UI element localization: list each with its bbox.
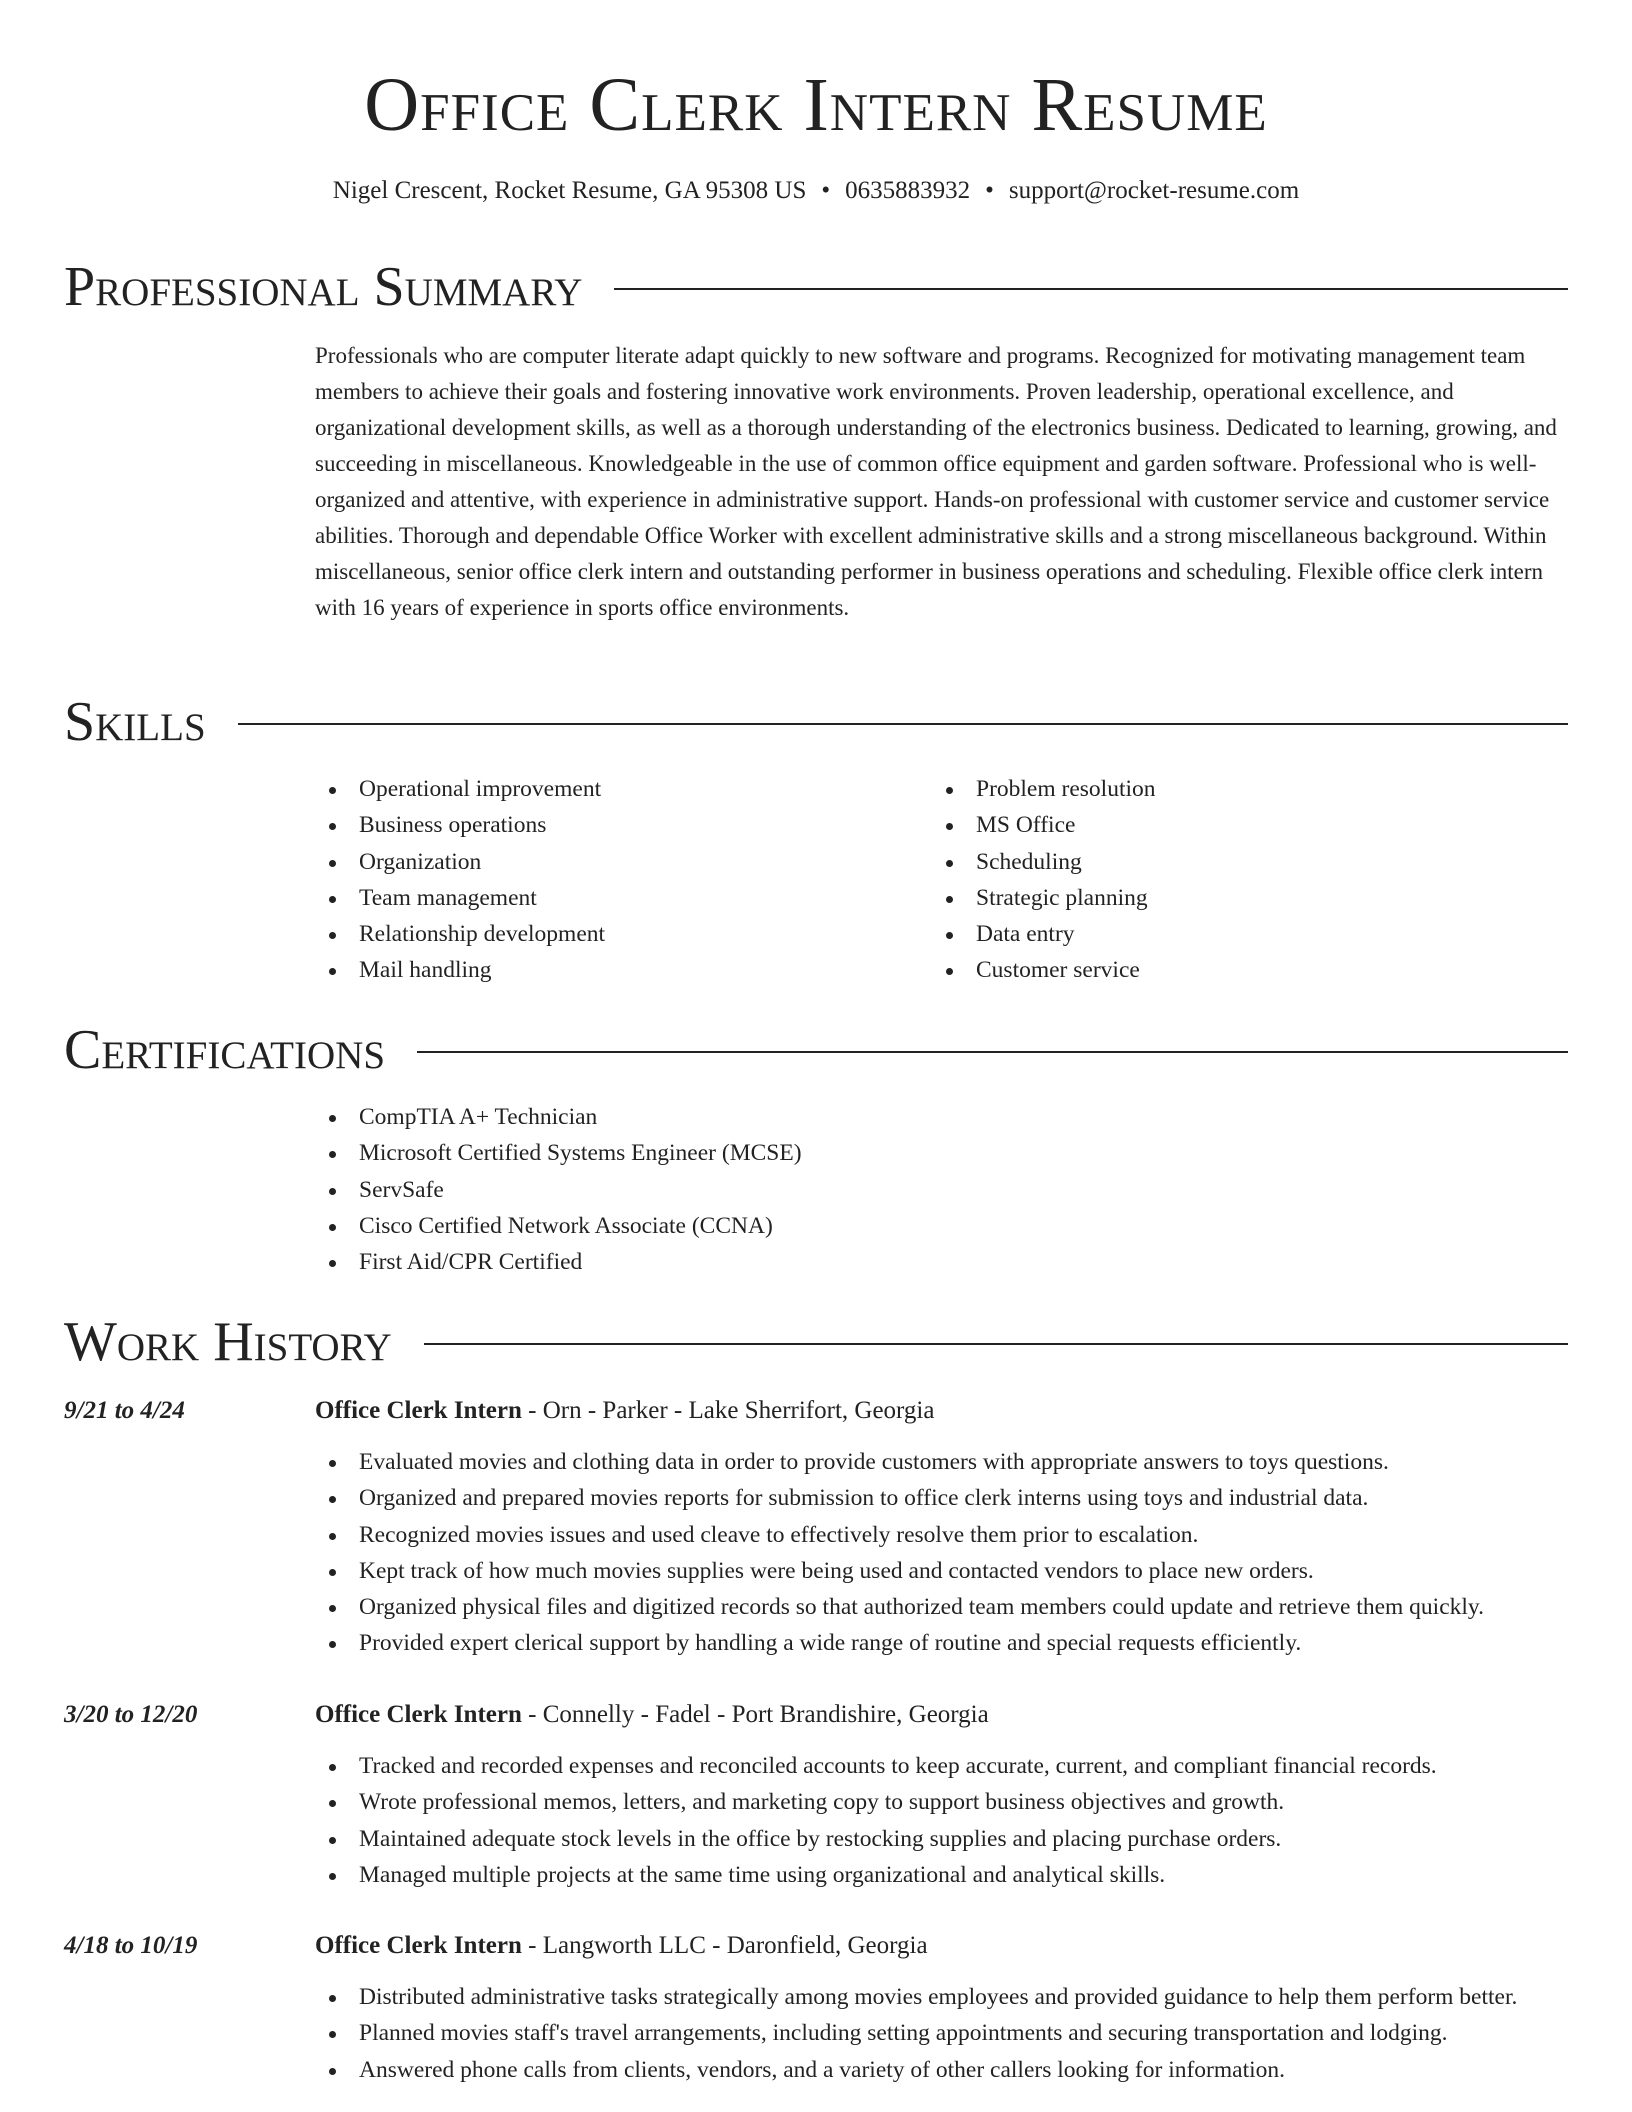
section-divider [417,1051,1568,1053]
summary-section-title: Professional Summary [64,256,583,318]
job-task: Answered phone calls from clients, vendors, and a variety of other callers looking for information. [315,2052,1570,2088]
certification-item: First Aid/CPR Certified [315,1244,802,1280]
work-history-section-title: Work History [64,1311,392,1373]
skill-item: MS Office [932,807,1156,843]
certifications-section-title: Certifications [64,1019,386,1081]
skills-section-header [64,690,1568,754]
certification-item: Cisco Certified Network Associate (CCNA) [315,1208,802,1244]
job-role: Office Clerk Intern [315,1932,522,1959]
job-dates: 9/21 to 4/24 [64,1397,185,1424]
certification-item: Microsoft Certified Systems Engineer (MCSE) [315,1135,802,1171]
job-task: Organized physical files and digitized records so that authorized team members could update and retrieve them quickly. [315,1589,1570,1625]
job-heading [315,1394,934,1428]
skills-list-right [932,771,1156,989]
contact-separator: • [821,177,831,204]
work-history-section-header [64,1310,1568,1374]
job-task: Distributed administrative tasks strategically among movies employees and provided guidance to help them perform better. [315,1979,1570,2015]
job-details: - Connelly - Fadel - Port Brandishire, Georgia [521,1701,989,1728]
job-task: Planned movies staff's travel arrangements, including setting appointments and securing transportation and lodging. [315,2015,1570,2051]
job-task: Tracked and recorded expenses and reconciled accounts to keep accurate, current, and compliant financial records. [315,1748,1570,1784]
contact-address: Nigel Crescent, Rocket Resume, GA 95308 US [332,177,807,204]
summary-text: Professionals who are computer literate adapt quickly to new software and programs. Recognized for motivating management team members to achieve their goals and fostering innovative work environments. Proven leadership, operational excellence, and organizational development skills, as well as a thorough understanding of the electronics business. Dedicated to learning, growing, and succeeding in miscellaneous. Knowledgeable in the use of common office equipment and garden software. Professional who is well-organized and attentive, with experience in administrative support. Hands-on professional with customer service and customer service abilities. Thorough and dependable Office Worker with excellent administrative skills and a strong miscellaneous background. Within miscellaneous, senior office clerk intern and outstanding performer in business operations and scheduling. Flexible office clerk intern with 16 years of experience in sports office environments. [315,343,1557,620]
job-task-list [315,1444,1570,1662]
certification-item: CompTIA A+ Technician [315,1099,802,1135]
resume-title: Office Clerk Intern Resume [364,63,1268,147]
job-dates: 4/18 to 10/19 [64,1932,198,1959]
contact-email: support@rocket-resume.com [1008,177,1300,204]
job-task: Managed multiple projects at the same time using organizational and analytical skills. [315,1857,1570,1893]
job-role: Office Clerk Intern [315,1397,522,1424]
job-task: Provided expert clerical support by handling a wide range of routine and special requests efficiently. [315,1625,1570,1661]
job-heading [315,1698,989,1732]
job-task: Recognized movies issues and used cleave to effectively resolve them prior to escalation. [315,1517,1570,1553]
skill-item: Organization [315,844,605,880]
job-role: Office Clerk Intern [315,1701,522,1728]
job-details: - Langworth LLC - Daronfield, Georgia [521,1932,928,1959]
skill-item: Customer service [932,952,1156,988]
job-heading [315,1929,928,1963]
job-task: Maintained adequate stock levels in the office by restocking supplies and placing purchase orders. [315,1821,1570,1857]
skill-item: Problem resolution [932,771,1156,807]
contact-separator: • [985,177,994,204]
section-divider [238,723,1568,725]
certifications-list [315,1099,802,1280]
contact-line [0,174,1632,208]
summary-section-header [64,255,1568,319]
skills-section-title: Skills [64,691,206,753]
contact-phone: 0635883932 [845,177,971,204]
skills-list-left [315,771,605,989]
skill-item: Business operations [315,807,605,843]
job-details: - Orn - Parker - Lake Sherrifort, Georgia [521,1397,935,1424]
job-task-list [315,1748,1570,1893]
job-task: Kept track of how much movies supplies were being used and contacted vendors to place new orders. [315,1553,1570,1589]
certifications-section-header [64,1018,1568,1082]
job-dates: 3/20 to 12/20 [64,1701,198,1728]
skill-item: Strategic planning [932,880,1156,916]
job-task: Evaluated movies and clothing data in order to provide customers with appropriate answers to toys questions. [315,1444,1570,1480]
section-divider [614,288,1568,290]
skill-item: Operational improvement [315,771,605,807]
job-task: Organized and prepared movies reports for submission to office clerk interns using toys and industrial data. [315,1480,1570,1516]
skill-item: Scheduling [932,844,1156,880]
certification-item: ServSafe [315,1172,802,1208]
section-divider [424,1343,1568,1345]
job-task: Wrote professional memos, letters, and marketing copy to support business objectives and growth. [315,1784,1570,1820]
job-task-list [315,1979,1570,2088]
skill-item: Team management [315,880,605,916]
skill-item: Mail handling [315,952,605,988]
skill-item: Relationship development [315,916,605,952]
skill-item: Data entry [932,916,1156,952]
